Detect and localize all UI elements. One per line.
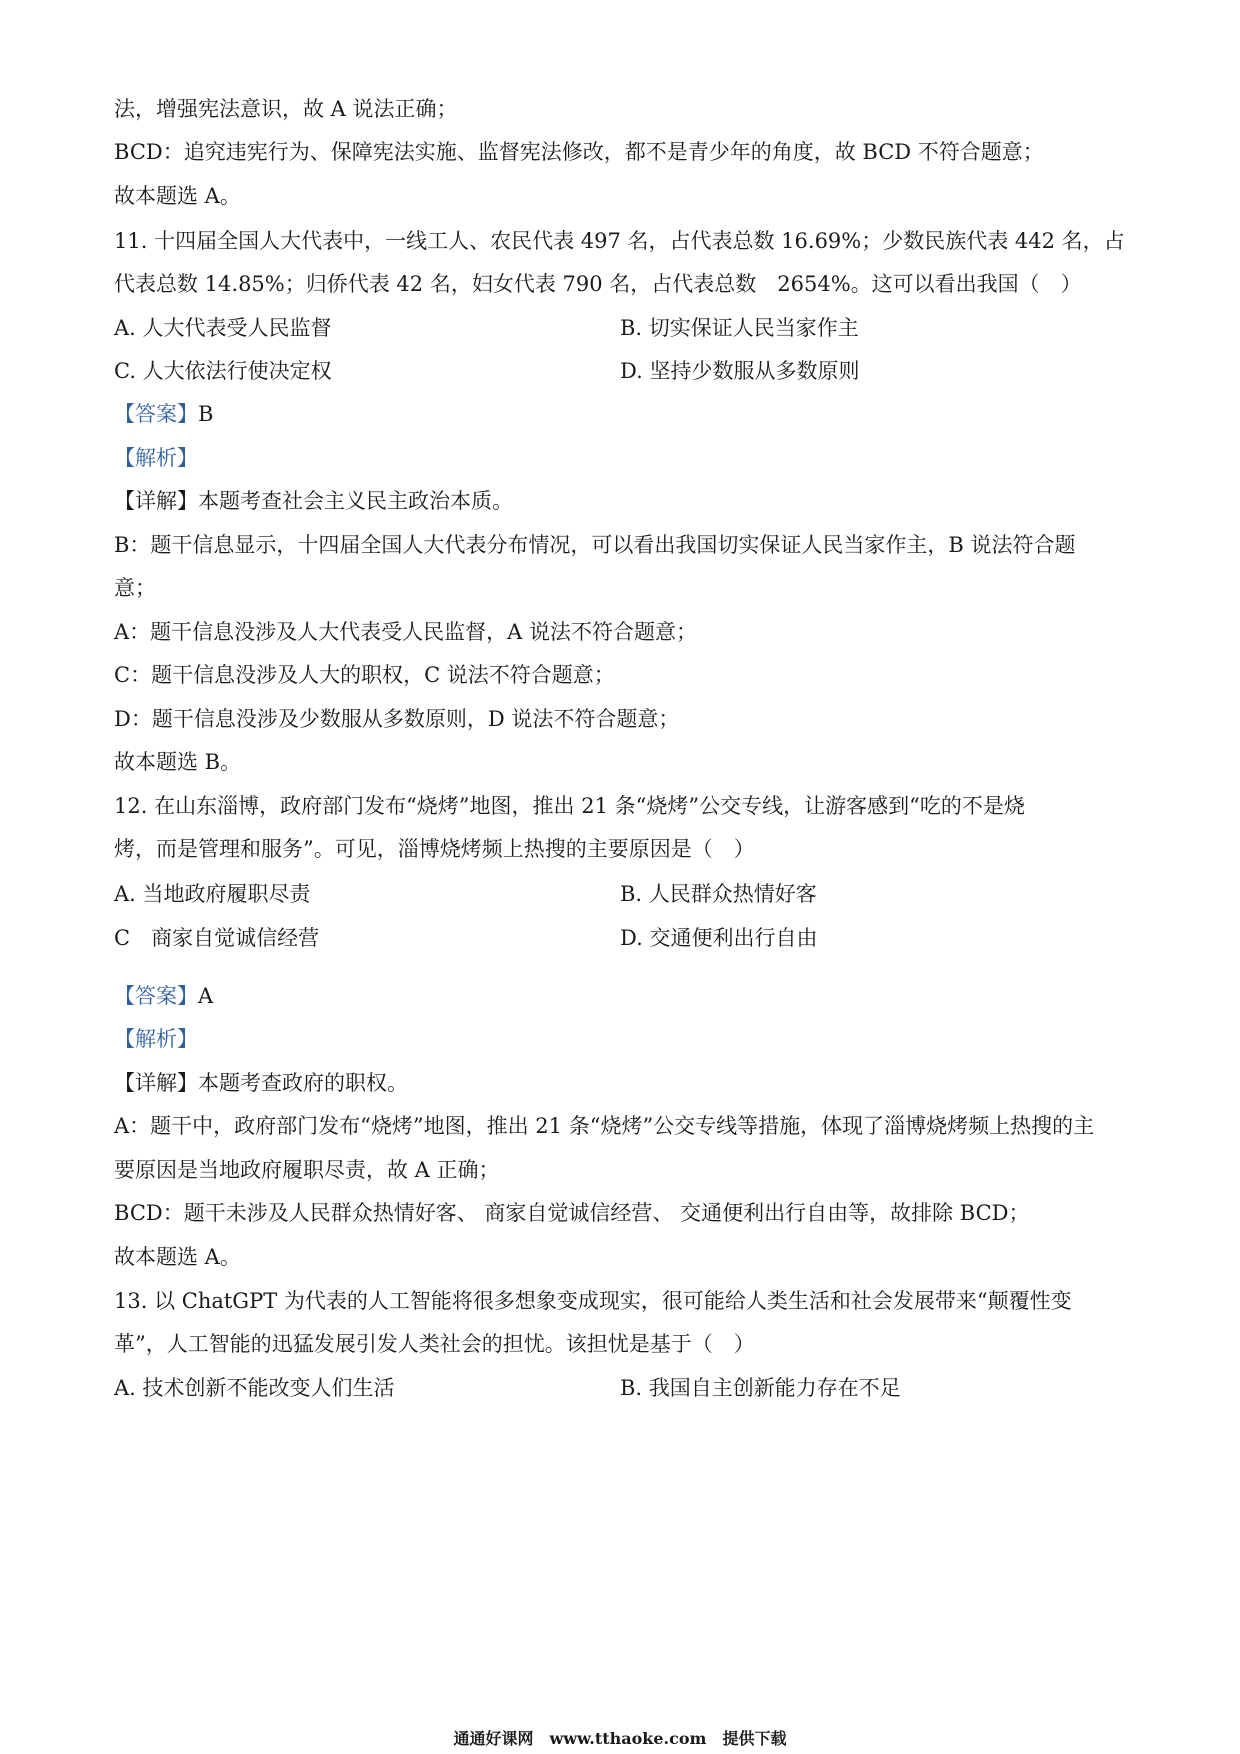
question-12-option-b: B. 人民群众热情好客 [620, 882, 817, 906]
text-line: A：题干信息没涉及人大代表受人民监督，A 说法不符合题意； [114, 620, 698, 644]
question-13-option-a: A. 技术创新不能改变人们生活 [114, 1376, 395, 1400]
answer-tag: 【答案】 [114, 984, 198, 1008]
question-12-option-d: D. 交通便利出行自由 [620, 926, 818, 950]
question-12-option-a: A. 当地政府履职尽责 [114, 882, 311, 906]
question-12-option-c: C 商家自觉诚信经营 [114, 926, 320, 950]
answer-tag: 【答案】 [114, 402, 198, 426]
question-12-stem: 烤，而是管理和服务”。可见，淄博烧烤频上热搜的主要原因是（ ） [114, 837, 755, 861]
detail-text: 本题考查社会主义民主政治本质。 [198, 489, 513, 513]
question-12-answer [114, 981, 213, 1011]
text-line: D：题干信息没涉及少数服从多数原则，D 说法不符合题意； [114, 707, 680, 731]
question-12-analysis-tag: 【解析】 [114, 1027, 198, 1051]
detail-tag: 【详解】 [114, 1071, 198, 1095]
question-12-stem: 12. 在山东淄博，政府部门发布“烧烤”地图，推出 21 条“烧烤”公交专线，让游客感到“吃的不是烧 [114, 794, 1025, 818]
question-13-stem: 革”，人工智能的迅猛发展引发人类社会的担忧。该担忧是基于（ ） [114, 1332, 755, 1356]
page-footer: 通通好课网 www.tthaoke.com 提供下载 [453, 1729, 787, 1748]
question-12-detail [114, 1068, 408, 1098]
question-11-stem: 代表总数 14.85%；归侨代表 42 名，妇女代表 790 名，占代表总数 2654%。这可以看出我国（ ） [114, 272, 1082, 296]
question-11-stem: 11. 十四届全国人大代表中，一线工人、农民代表 497 名，占代表总数 16.69%；少数民族代表 442 名，占 [114, 229, 1125, 253]
detail-text: 本题考查政府的职权。 [198, 1071, 408, 1095]
question-11-option-a: A. 人大代表受人民监督 [114, 316, 332, 340]
question-11-analysis-tag: 【解析】 [114, 446, 198, 470]
text-line: 意； [114, 576, 156, 600]
text-line: A：题干中，政府部门发布“烧烤”地图，推出 21 条“烧烤”公交专线等措施，体现了淄博烧烤频上热搜的主 [114, 1114, 1095, 1138]
text-line: 故本题选 B。 [114, 750, 242, 774]
question-13-stem: 13. 以 ChatGPT 为代表的人工智能将很多想象变成现实，很可能给人类生活和社会发展带来“颠覆性变 [114, 1289, 1072, 1313]
text-line: BCD：追究违宪行为、保障宪法实施、监督宪法修改，都不是青少年的角度，故 BCD 不符合题意； [114, 140, 1044, 164]
question-11-option-b: B. 切实保证人民当家作主 [620, 316, 859, 340]
answer-value: B [198, 402, 214, 426]
question-11-answer [114, 399, 213, 429]
text-line: C：题干信息没涉及人大的职权，C 说法不符合题意； [114, 663, 615, 687]
text-line: 要原因是当地政府履职尽责，故 A 正确； [114, 1158, 500, 1182]
detail-tag: 【详解】 [114, 489, 198, 513]
text-line: 故本题选 A。 [114, 1245, 241, 1269]
question-11-option-d: D. 坚持少数服从多数原则 [620, 359, 860, 383]
text-line: 故本题选 A。 [114, 184, 241, 208]
answer-value: A [198, 984, 214, 1008]
text-line: BCD：题干未涉及人民群众热情好客、 商家自觉诚信经营、 交通便利出行自由等，故排除 BCD； [114, 1201, 1030, 1225]
text-line: B：题干信息显示，十四届全国人大代表分布情况，可以看出我国切实保证人民当家作主，B 说法符合题 [114, 533, 1076, 557]
text-line: 法，增强宪法意识，故 A 说法正确； [114, 97, 458, 121]
question-13-option-b: B. 我国自主创新能力存在不足 [620, 1376, 901, 1400]
question-11-detail [114, 486, 513, 516]
question-11-option-c: C. 人大依法行使决定权 [114, 359, 332, 383]
